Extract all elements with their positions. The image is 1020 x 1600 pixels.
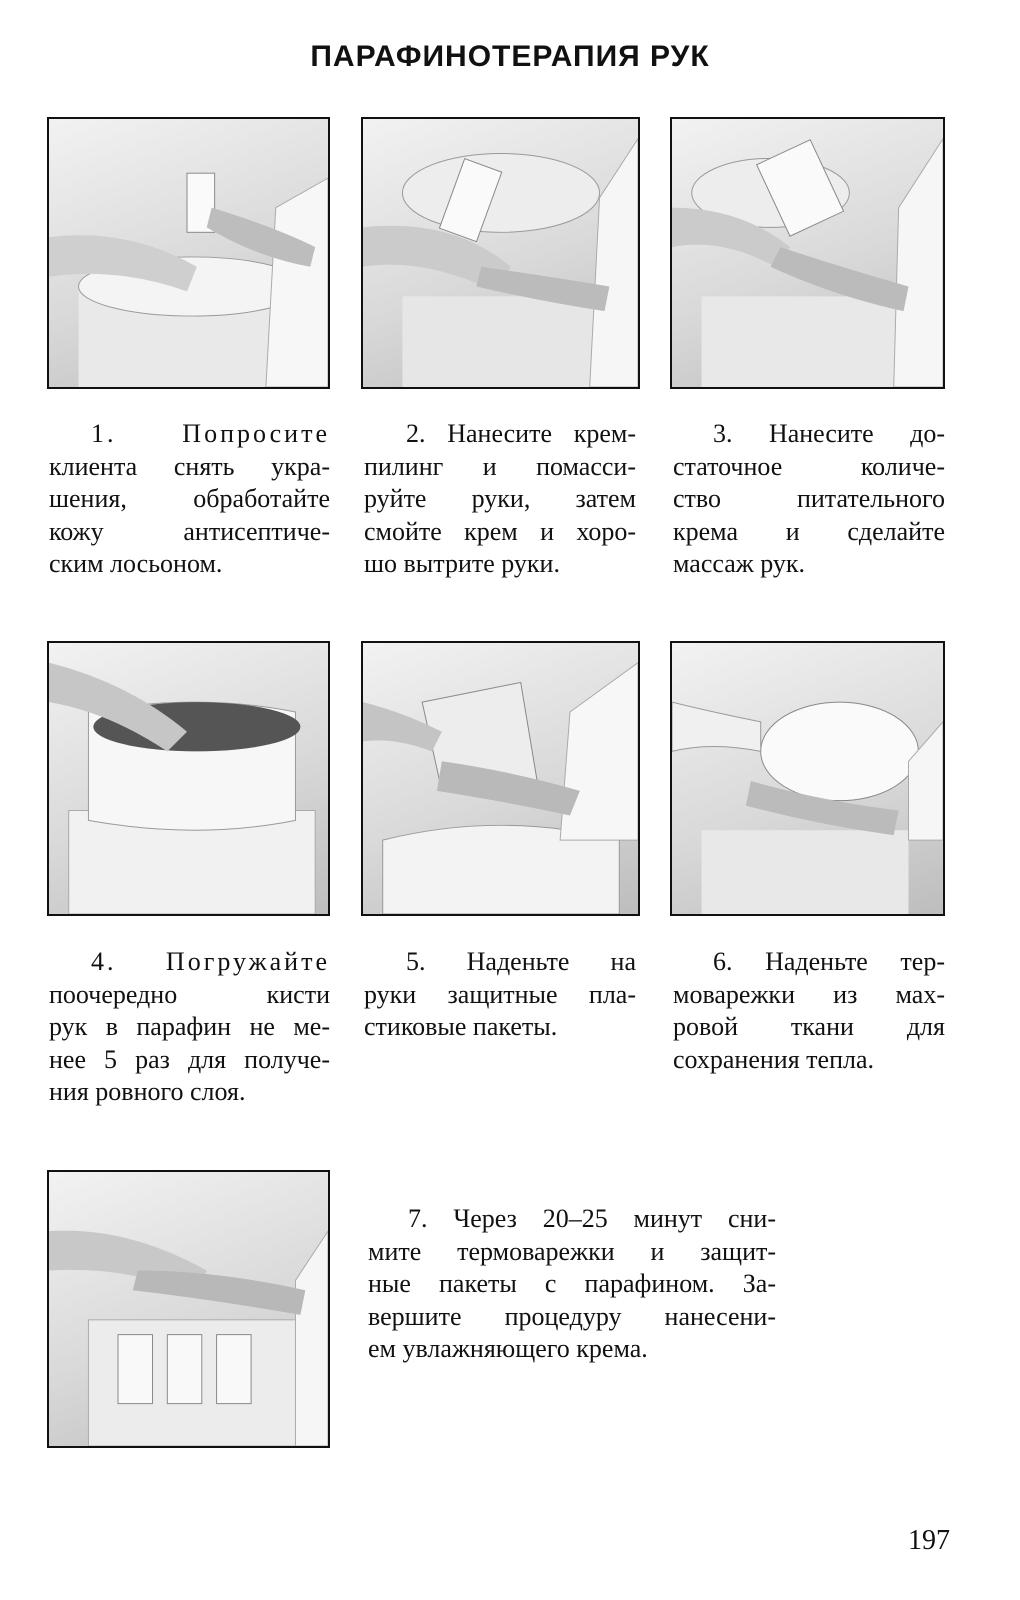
caption-line: ные пакеты с парафином. За- — [368, 1269, 776, 1298]
step-7-caption — [368, 1203, 776, 1366]
step-7-photo — [47, 1170, 330, 1448]
caption-line: 5. Наденьте на — [406, 947, 636, 976]
caption-line: ство питательного — [673, 484, 945, 513]
caption-line: ем увлажняющего крема. — [368, 1334, 648, 1363]
caption-line: пилинг и помасси- — [364, 451, 636, 481]
step-1-photo — [47, 117, 330, 389]
caption-line: статочное количе- — [673, 451, 945, 481]
caption-line: кожу антисептиче- — [49, 516, 330, 546]
step-5-photo — [361, 641, 640, 916]
page-number: 197 — [908, 1525, 950, 1556]
caption-line: массаж рук. — [673, 549, 806, 578]
caption-line: ским лосьоном. — [49, 549, 223, 578]
caption-line: мите термоварежки и защит- — [368, 1236, 776, 1266]
caption-line: 1. Попросите — [91, 419, 330, 448]
caption-line: клиента снять укра- — [49, 451, 330, 481]
caption-line: руйте руки, затем — [364, 484, 636, 513]
caption-line: поочередно кисти — [49, 979, 330, 1009]
caption-line: стиковые пакеты. — [364, 1012, 558, 1041]
caption-line: шения, обработайте — [49, 484, 330, 513]
caption-line: ния ровного слоя. — [49, 1077, 246, 1106]
step-3-caption — [673, 418, 945, 581]
step-1-caption — [49, 418, 330, 581]
caption-line: смойте крем и хоро- — [364, 516, 636, 546]
step-6-caption — [673, 946, 945, 1076]
caption-line: 3. Нанесите до- — [713, 419, 945, 448]
caption-line: моварежки из мах- — [673, 979, 945, 1009]
caption-line: крема и сделайте — [673, 516, 945, 546]
caption-line: вершите процедуру нанесени- — [368, 1301, 776, 1331]
step-3-photo — [670, 117, 945, 389]
caption-line: шо вытрите руки. — [364, 549, 560, 578]
caption-line: нее 5 раз для получе- — [49, 1044, 330, 1074]
page-title: ПАРАФИНОТЕРАПИЯ РУК — [310, 40, 710, 73]
step-6-photo — [670, 641, 945, 916]
caption-line: 7. Через 20–25 минут сни- — [408, 1204, 776, 1233]
caption-line: сохранения тепла. — [673, 1044, 875, 1074]
caption-line: руки защитные пла- — [364, 979, 636, 1009]
step-4-caption — [49, 946, 330, 1109]
caption-line: ровой ткани для — [673, 1012, 945, 1041]
step-2-photo — [361, 117, 640, 389]
step-2-caption — [364, 418, 636, 581]
caption-line: рук в парафин не ме- — [49, 1012, 330, 1041]
step-4-photo — [47, 641, 330, 916]
step-5-caption — [364, 946, 636, 1044]
caption-line: 6. Наденьте тер- — [713, 947, 945, 976]
caption-line: 2. Нанесите крем- — [406, 419, 636, 448]
caption-line: 4. Погружайте — [91, 947, 330, 976]
